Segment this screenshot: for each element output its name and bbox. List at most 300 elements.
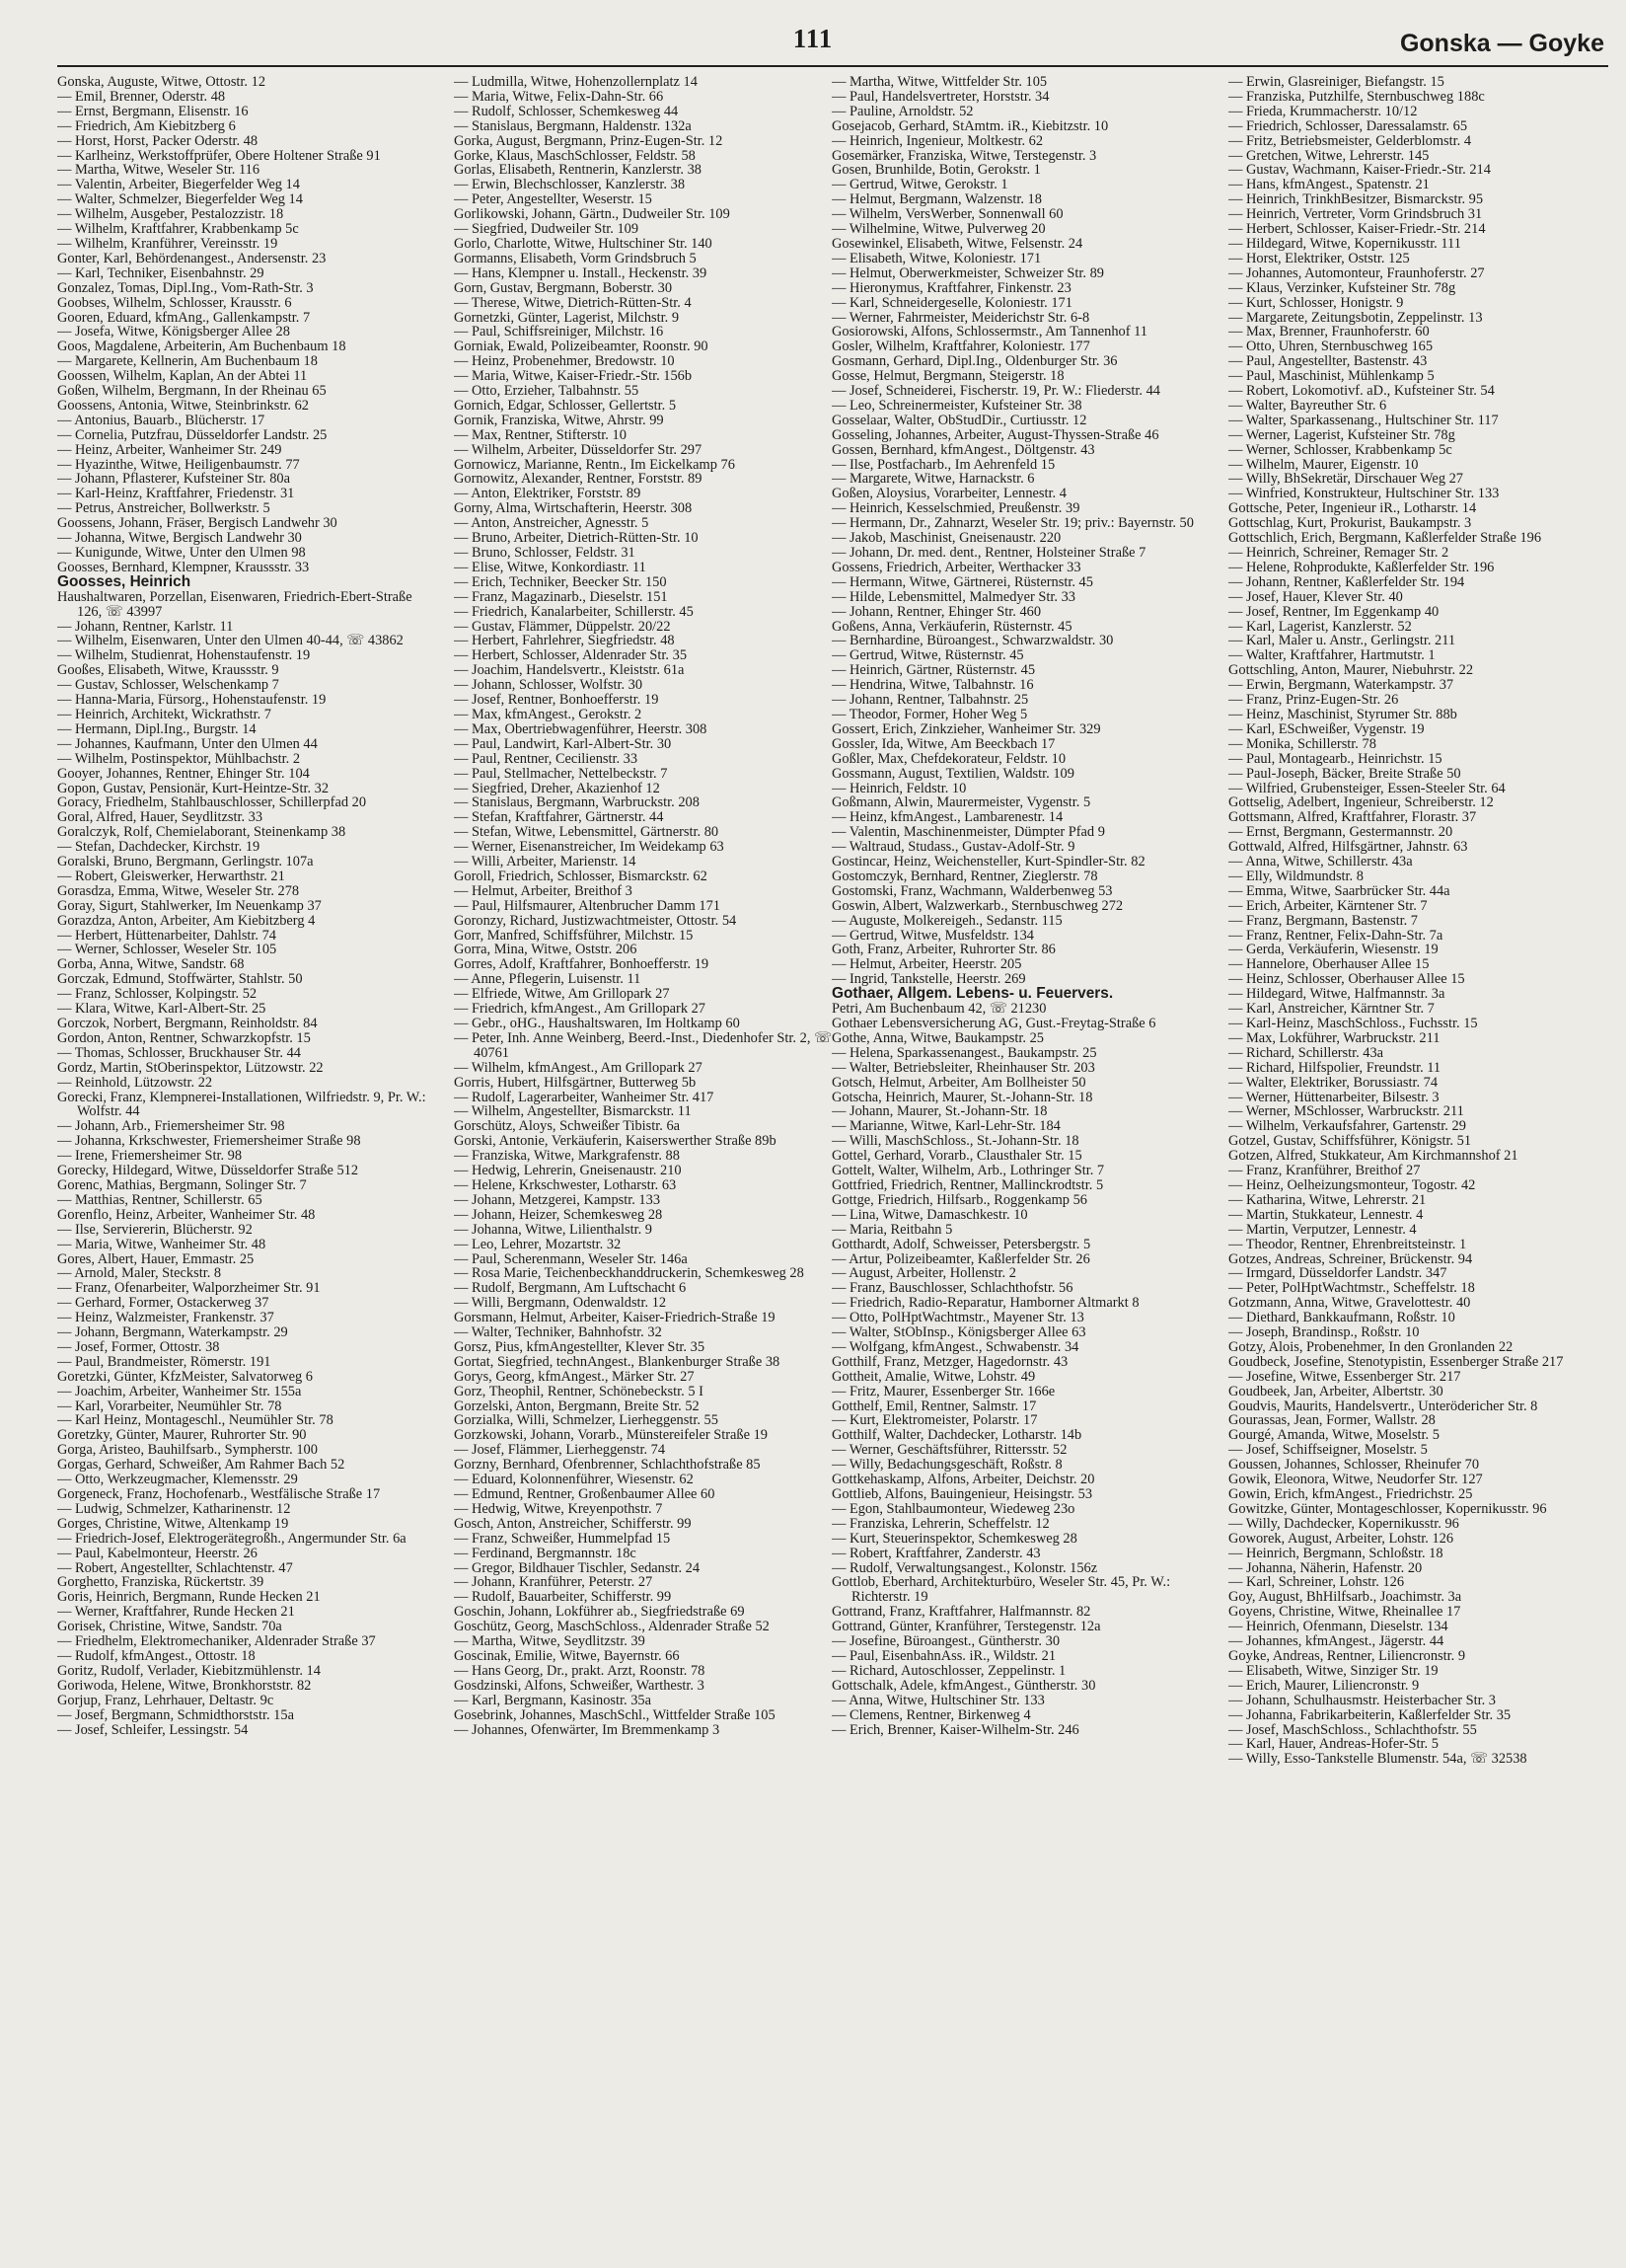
name-range-header: Gonska — Goyke	[1399, 30, 1604, 57]
directory-entry: — Maria, Witwe, Felix-Dahn-Str. 66	[454, 88, 664, 105]
directory-entry: Gostincar, Heinz, Weichensteller, Kurt-Spindler-Str. 82	[832, 854, 1146, 870]
directory-entry: — Franziska, Witwe, Markgrafenstr. 88	[454, 1148, 680, 1165]
directory-entry-heading: Goosses, Heinrich	[57, 572, 191, 590]
directory-entry: — Max, Brenner, Fraunhoferstr. 60	[1228, 324, 1430, 340]
directory-entry: — Erwin, Glasreiniger, Biefangstr. 15	[1228, 75, 1444, 90]
directory-entry: Goyens, Christine, Witwe, Rheinallee 17	[1228, 1604, 1461, 1621]
directory-entry: — Karl, ESchweißer, Vygenstr. 19	[1228, 720, 1425, 737]
directory-entry: — Josef, MaschSchloss., Schlachthofstr. 55	[1228, 1721, 1477, 1738]
directory-entry: — Erich, Techniker, Beecker Str. 150	[454, 573, 667, 590]
directory-entry: — Werner, Lagerist, Kufsteiner Str. 78g	[1228, 426, 1455, 443]
directory-entry: Gopon, Gustav, Pensionär, Kurt-Heintze-Str. 32	[57, 780, 330, 796]
directory-entry: — Hannelore, Oberhauser Allee 15	[1228, 956, 1430, 973]
directory-entry: Goscinak, Emilie, Witwe, Bayernstr. 66	[454, 1647, 680, 1664]
directory-entry: Gorke, Klaus, MaschSchlosser, Feldstr. 58	[454, 147, 696, 164]
directory-entry: — Ernst, Bergmann, Gestermannstr. 20	[1228, 824, 1453, 841]
directory-entry: — Bruno, Schlosser, Feldstr. 31	[454, 545, 635, 561]
directory-entry: Gorghetto, Franziska, Rückertstr. 39	[57, 1574, 264, 1591]
directory-entry: — Rudolf, kfmAngest., Ottostr. 18	[57, 1647, 256, 1664]
directory-entry: — Ilse, Serviererin, Blücherstr. 92	[57, 1221, 253, 1238]
directory-entry: Gotzel, Gustav, Schiffsführer, Königstr. 51	[1228, 1133, 1472, 1150]
directory-entry: Gorges, Christine, Witwe, Altenkamp 19	[57, 1515, 289, 1532]
directory-entry: — Monika, Schillerstr. 78	[1228, 735, 1376, 752]
directory-entry: — Johann, Rentner, Kaßlerfelder Str. 194	[1228, 573, 1465, 590]
directory-entry: Gorecky, Hildegard, Witwe, Düsseldorfer Straße 512	[57, 1163, 359, 1179]
directory-entry: Goworek, August, Arbeiter, Lohstr. 126	[1228, 1530, 1454, 1547]
directory-entry: — Paul, Rentner, Cecilienstr. 33	[454, 750, 638, 767]
directory-entry: Goray, Sigurt, Stahlwerker, Im Neuenkamp 37	[57, 897, 322, 914]
directory-entry: Gorschütz, Aloys, Schweißer Tibistr. 6a	[454, 1118, 681, 1135]
directory-entry: — Rosa Marie, Teichenbeckhanddruckerin, Schemkesweg 28	[454, 1265, 804, 1282]
directory-entry: — Emma, Witwe, Saarbrücker Str. 44a	[1228, 882, 1450, 899]
directory-entry: — Franz, Kranführer, Breithof 27	[1228, 1163, 1421, 1179]
directory-entry: — Irene, Friemersheimer Str. 98	[57, 1148, 243, 1165]
directory-entry: — Anne, Pflegerin, Luisenstr. 11	[454, 971, 641, 988]
directory-entry: — Heinz, kfmAngest., Lambarenestr. 14	[832, 809, 1064, 826]
directory-entry: — Johann, Schlosser, Wolfstr. 30	[454, 677, 643, 694]
directory-entry: — Heinz, Probenehmer, Bredowstr. 10	[454, 353, 675, 370]
directory-entry: — Paul, Handelsvertreter, Horststr. 34	[832, 88, 1050, 105]
directory-entry: — Heinz, Maschinist, Styrumer Str. 88b	[1228, 706, 1457, 722]
directory-entry: — Diethard, Bankkaufmann, Roßstr. 10	[1228, 1310, 1455, 1326]
directory-entry: — Werner, Schlosser, Weseler Str. 105	[57, 942, 277, 958]
directory-entry: Gottsche, Peter, Ingenieur iR., Lotharstr. 14	[1228, 500, 1477, 517]
directory-entry: — Margarete, Witwe, Harnackstr. 6	[832, 471, 1035, 488]
directory-entry: — Gregor, Bildhauer Tischler, Sedanstr. 24	[454, 1559, 701, 1576]
directory-entry: — Fritz, Maurer, Essenberger Str. 166e	[832, 1383, 1056, 1399]
directory-entry: Gosmann, Gerhard, Dipl.Ing., Oldenburger Str. 36	[832, 353, 1118, 370]
directory-entry: Gottsmann, Alfred, Kraftfahrer, Florastr. 37	[1228, 809, 1477, 826]
directory-entry: — Johann, Maurer, St.-Johann-Str. 18	[832, 1103, 1048, 1120]
directory-entry: — Karl, Schneidergeselle, Koloniestr. 171	[832, 294, 1072, 311]
directory-entry: Gorny, Alma, Wirtschafterin, Heerstr. 308	[454, 500, 693, 517]
directory-entry: — Josef, Former, Ottostr. 38	[57, 1338, 220, 1355]
directory-entry: — Gustav, Wachmann, Kaiser-Friedr.-Str. 214	[1228, 162, 1491, 179]
directory-entry: — Edmund, Rentner, Großenbaumer Allee 60	[454, 1486, 715, 1502]
directory-entry: — Gustav, Flämmer, Düppelstr. 20/22	[454, 618, 671, 635]
directory-entry: Goussen, Johannes, Schlosser, Rheinufer 70	[1228, 1457, 1480, 1474]
directory-entry: — Robert, Lokomotivf. aD., Kufsteiner Str. 54	[1228, 383, 1495, 400]
directory-entry: — Artur, Polizeibeamter, Kaßlerfelder Str. 26	[832, 1250, 1090, 1267]
directory-entry: Goßler, Max, Chefdekorateur, Feldstr. 10	[832, 750, 1067, 767]
directory-entry: — Franz, Schweißer, Hummelpfad 15	[454, 1530, 671, 1547]
directory-entry: — Friedrich, Schlosser, Daressalamstr. 65	[1228, 117, 1468, 134]
directory-entry: Gosen, Brunhilde, Botin, Gerokstr. 1	[832, 162, 1041, 179]
directory-entry: Gossen, Bernhard, kfmAngest., Döltgenstr. 43	[832, 441, 1095, 458]
directory-entry: — Walter, Sparkassenang., Hultschiner Str. 117	[1228, 412, 1499, 428]
directory-entry: Gotthilf, Walter, Dachdecker, Lotharstr. 14b	[832, 1427, 1082, 1444]
directory-entry: Goriwoda, Helene, Witwe, Bronkhorststr. 82	[57, 1677, 312, 1694]
directory-entry: — Paul, Kabelmonteur, Heerstr. 26	[57, 1545, 258, 1561]
directory-entry: Goracy, Friedhelm, Stahlbauschlosser, Schillerpfad 20	[57, 794, 367, 811]
directory-entry: — Horst, Elektriker, Oststr. 125	[1228, 250, 1410, 266]
directory-entry: Goossen, Wilhelm, Kaplan, An der Abtei 11	[57, 368, 308, 385]
directory-entry: Goth, Franz, Arbeiter, Ruhrorter Str. 86	[832, 942, 1056, 958]
directory-entry: — Heinz, Oelheizungsmonteur, Togostr. 42	[1228, 1176, 1476, 1193]
directory-entry: — Karl Heinz, Montageschl., Neumühler Str. 78	[57, 1412, 333, 1429]
directory-entry: — Wilhelm, Angestellter, Bismarckstr. 11	[454, 1103, 692, 1120]
directory-entry: — Heinz, Schlosser, Oberhauser Allee 15	[1228, 971, 1465, 988]
directory-entry: Gottselig, Adelbert, Ingenieur, Schreiberstr. 12	[1228, 794, 1494, 811]
directory-entry-heading: Gothaer, Allgem. Lebens- u. Feuervers.	[832, 985, 1114, 1003]
directory-entry: — Rudolf, Bauarbeiter, Schifferstr. 99	[454, 1589, 672, 1606]
directory-entry: — Robert, Gleiswerker, Herwarthstr. 21	[57, 868, 285, 884]
directory-entry: — Emil, Brenner, Oderstr. 48	[57, 88, 226, 105]
directory-entry: — Walter, Betriebsleiter, Rheinhauser Str. 203	[832, 1059, 1095, 1076]
directory-entry: — Rudolf, Verwaltungsangest., Kolonstr. 156z	[832, 1559, 1098, 1576]
directory-entry: — Richard, Schillerstr. 43a	[1228, 1044, 1384, 1061]
directory-entry: Goroll, Friedrich, Schlosser, Bismarckstr. 62	[454, 868, 707, 884]
directory-entry: Gotthilf, Franz, Metzger, Hagedornstr. 43	[832, 1353, 1069, 1370]
directory-entry: Gorlikowski, Johann, Gärtn., Dudweiler Str. 109	[454, 206, 730, 223]
directory-entry: — Karl, Bergmann, Kasinostr. 35a	[454, 1692, 651, 1708]
directory-entry: — Katharina, Witwe, Lehrerstr. 21	[1228, 1191, 1427, 1208]
directory-entry: — Stefan, Kraftfahrer, Gärtnerstr. 44	[454, 809, 664, 826]
directory-entry: — Franziska, Putzhilfe, Sternbuschweg 188c	[1228, 88, 1485, 105]
directory-entry: — Werner, Eisenanstreicher, Im Weidekamp 63	[454, 839, 724, 856]
directory-entry: — Heinrich, Ofenmann, Dieselstr. 134	[1228, 1619, 1448, 1635]
directory-entry: — Leo, Lehrer, Mozartstr. 32	[454, 1236, 622, 1252]
directory-entry: Gottelt, Walter, Wilhelm, Arb., Lothringer Str. 7	[832, 1163, 1105, 1179]
directory-entry: — Horst, Horst, Packer Oderstr. 48	[57, 132, 259, 149]
directory-entry: — Max, Obertriebwagenführer, Heerstr. 308	[454, 720, 707, 737]
directory-entry: — Johann, Rentner, Ehinger Str. 460	[832, 603, 1042, 620]
directory-entry: — Heinrich, Kesselschmied, Preußenstr. 39	[832, 500, 1080, 517]
directory-entry: — Wilhelm, Ausgeber, Pestalozzistr. 18	[57, 206, 284, 223]
directory-entry: — Josef, Rentner, Bonhoefferstr. 19	[454, 692, 659, 709]
directory-entry: Goswin, Albert, Walzwerkarb., Sternbuschweg 272	[832, 897, 1124, 914]
directory-entry: — Therese, Witwe, Dietrich-Rütten-Str. 4	[454, 294, 692, 311]
directory-entry: Gosemärker, Franziska, Witwe, Terstegenstr. 3	[832, 147, 1097, 164]
directory-entry: Gorra, Mina, Witwe, Oststr. 206	[454, 942, 637, 958]
directory-entry: Gosejacob, Gerhard, StAmtm. iR., Kiebitzstr. 10	[832, 117, 1109, 134]
directory-entry: Gostomczyk, Bernhard, Rentner, Zieglerstr. 78	[832, 868, 1098, 884]
directory-entry: — Peter, Inh. Anne Weinberg, Beerd.-Inst., Diedenhofer Str. 2, ☏ 40761	[454, 1029, 833, 1061]
directory-entry: — Maria, Witwe, Kaiser-Friedr.-Str. 156b	[454, 368, 693, 385]
directory-entry: — Johanna, Krkschwester, Friemersheimer Straße 98	[57, 1133, 361, 1150]
directory-entry: Gottel, Gerhard, Vorarb., Clausthaler Str. 15	[832, 1148, 1082, 1165]
directory-entry: Gossens, Friedrich, Arbeiter, Werthacker 33	[832, 559, 1081, 575]
directory-entry: Gornowicz, Marianne, Rentn., Im Eickelkamp 76	[454, 456, 735, 473]
column-2	[454, 75, 834, 2261]
directory-entry: Gores, Albert, Hauer, Emmastr. 25	[57, 1250, 255, 1267]
directory-entry: — Willy, BhSekretär, Dirschauer Weg 27	[1228, 471, 1464, 488]
directory-entry: — Johann, Kranführer, Peterstr. 27	[454, 1574, 653, 1591]
directory-entry: — Willy, Dachdecker, Kopernikusstr. 96	[1228, 1515, 1459, 1532]
directory-entry: Gowitzke, Günter, Montageschlosser, Kopernikusstr. 96	[1228, 1500, 1547, 1517]
directory-entry: — Helene, Rohprodukte, Kaßlerfelder Str. 196	[1228, 559, 1495, 575]
directory-entry: — Karl, Schreiner, Lohstr. 126	[1228, 1574, 1405, 1591]
directory-entry: Goos, Magdalene, Arbeiterin, Am Buchenbaum 18	[57, 339, 346, 355]
directory-entry: — Erwin, Blechschlosser, Kanzlerstr. 38	[454, 177, 686, 193]
directory-entry: Gosselaar, Walter, ObStudDir., Curtiusstr. 12	[832, 412, 1087, 428]
directory-entry: — Stefan, Dachdecker, Kirchstr. 19	[57, 839, 260, 856]
directory-entry: — Friedrich, Kanalarbeiter, Schillerstr. 45	[454, 603, 694, 620]
directory-entry: — Arnold, Maler, Steckstr. 8	[57, 1265, 222, 1282]
directory-entry: — Franz, Bauschlosser, Schlachthofstr. 56	[832, 1280, 1073, 1297]
directory-entry: — Wilhelm, Kraftfahrer, Krabbenkamp 5c	[57, 221, 299, 238]
directory-entry: — Ernst, Bergmann, Elisenstr. 16	[57, 103, 249, 119]
directory-entry: — Hildegard, Witwe, Kopernikusstr. 111	[1228, 235, 1461, 252]
directory-entry: — Johanna, Fabrikarbeiterin, Kaßlerfelder Str. 35	[1228, 1706, 1512, 1723]
directory-entry: — Pauline, Arnoldstr. 52	[832, 103, 974, 119]
directory-entry: — Klaus, Verzinker, Kufsteiner Str. 78g	[1228, 279, 1456, 296]
directory-entry: — Elfriede, Witwe, Am Grillopark 27	[454, 986, 670, 1003]
directory-entry: — Werner, Schlosser, Krabbenkamp 5c	[1228, 441, 1452, 458]
directory-entry: — Stefan, Witwe, Lebensmittel, Gärtnerstr. 80	[454, 824, 719, 841]
directory-entry: Gosiorowski, Alfons, Schlossermstr., Am Tannenhof 11	[832, 324, 1147, 340]
directory-entry: — Wilhelm, Verkaufsfahrer, Gartenstr. 29	[1228, 1118, 1466, 1135]
directory-entry: Gottlieb, Alfons, Bauingenieur, Heisingstr. 53	[832, 1486, 1093, 1502]
directory-entry: — Josefine, Büroangest., Güntherstr. 30	[832, 1633, 1061, 1650]
directory-entry: — Maria, Witwe, Wanheimer Str. 48	[57, 1236, 266, 1252]
directory-entry: Gorr, Manfred, Schiffsführer, Milchstr. 15	[454, 927, 694, 944]
directory-entry: Gottschlich, Erich, Bergmann, Kaßlerfelder Straße 196	[1228, 530, 1542, 547]
directory-entry: — Hilde, Lebensmittel, Malmedyer Str. 33	[832, 588, 1075, 605]
directory-entry: — Josef, Flämmer, Lierheggenstr. 74	[454, 1442, 666, 1459]
directory-entry: — Josef, Rentner, Im Eggenkamp 40	[1228, 603, 1440, 620]
directory-entry: — Max, Rentner, Stifterstr. 10	[454, 426, 627, 443]
directory-entry: — Max, kfmAngest., Gerokstr. 2	[454, 706, 642, 722]
directory-entry: Gorzkowski, Johann, Vorarb., Münstereifeler Straße 19	[454, 1427, 768, 1444]
directory-entry: Goy, August, BhHilfsarb., Joachimstr. 3a	[1228, 1589, 1462, 1606]
directory-entry: — Werner, Fahrmeister, Meiderichstr Str. 6-8	[832, 309, 1090, 326]
directory-entry: — Erwin, Bergmann, Waterkampstr. 37	[1228, 677, 1454, 694]
directory-entry: — Herbert, Fahrlehrer, Siegfriedstr. 48	[454, 633, 675, 649]
directory-entry: Gorczak, Edmund, Stoffwärter, Stahlstr. 50	[57, 971, 303, 988]
directory-entry: Goralski, Bruno, Bergmann, Gerlingstr. 107a	[57, 854, 314, 870]
header-rule	[57, 65, 1608, 67]
directory-entry: — Anna, Witwe, Hultschiner Str. 133	[832, 1692, 1045, 1708]
directory-entry: — Wilhelm, Arbeiter, Düsseldorfer Str. 297	[454, 441, 702, 458]
directory-entry: Gorka, August, Bergmann, Prinz-Eugen-Str. 12	[454, 132, 723, 149]
page-number: 111	[792, 24, 834, 53]
directory-entry: Gonzalez, Tomas, Dipl.Ing., Vom-Rath-Str. 3	[57, 279, 314, 296]
directory-entry: — Wilhelmine, Witwe, Pulverweg 20	[832, 221, 1046, 238]
directory-entry: — Helene, Krkschwester, Lotharstr. 63	[454, 1176, 677, 1193]
directory-entry: — Willy, Bedachungsgeschäft, Roßstr. 8	[832, 1457, 1063, 1474]
directory-entry: — Heinrich, Bergmann, Schloßstr. 18	[1228, 1545, 1443, 1561]
directory-entry: Goronzy, Richard, Justizwachtmeister, Ottostr. 54	[454, 912, 737, 929]
directory-entry: — Paul, EisenbahnAss. iR., Wildstr. 21	[832, 1647, 1057, 1664]
directory-entry: — Werner, Hüttenarbeiter, Bilsestr. 3	[1228, 1089, 1440, 1105]
directory-entry: Gorsz, Pius, kfmAngestellter, Klever Str. 35	[454, 1338, 705, 1355]
directory-entry: — Kurt, Elektromeister, Polarstr. 17	[832, 1412, 1038, 1429]
directory-entry: Gortat, Siegfried, technAngest., Blankenburger Straße 38	[454, 1353, 780, 1370]
directory-entry: — Martin, Verputzer, Lennestr. 4	[1228, 1221, 1417, 1238]
directory-entry: Gorn, Gustav, Bergmann, Boberstr. 30	[454, 279, 673, 296]
directory-entry: — Richard, Hilfspolier, Freundstr. 11	[1228, 1059, 1441, 1076]
directory-entry: — Hermann, Dr., Zahnarzt, Weseler Str. 19; priv.: Bayernstr. 50	[832, 515, 1194, 532]
directory-entry: — Walter, Techniker, Bahnhofstr. 32	[454, 1324, 662, 1341]
directory-entry: — Martha, Witwe, Seydlitzstr. 39	[454, 1633, 645, 1650]
directory-entry: Gotzmann, Anna, Witwe, Gravelottestr. 40	[1228, 1295, 1471, 1312]
directory-entry: Goris, Heinrich, Bergmann, Runde Hecken 21	[57, 1589, 321, 1606]
directory-entry: Gorecki, Franz, Klempnerei-Installationen, Wilfriedstr. 9, Pr. W.: Wolfstr. 44	[57, 1089, 426, 1120]
directory-entry: — Paul, Maschinist, Mühlenkamp 5	[1228, 368, 1435, 385]
directory-entry: Gotsch, Helmut, Arbeiter, Am Bollheister 50	[832, 1074, 1086, 1091]
directory-entry: — Friedrich-Josef, Elektrogerätegroßh., Angermunder Str. 6a	[57, 1530, 406, 1547]
directory-entry: — Richard, Autoschlosser, Zeppelinstr. 1	[832, 1662, 1067, 1679]
directory-entry: — Joachim, Arbeiter, Wanheimer Str. 155a	[57, 1383, 302, 1399]
directory-entry: — Willi, MaschSchloss., St.-Johann-Str. 18	[832, 1133, 1079, 1150]
directory-entry: — Antonius, Bauarb., Blücherstr. 17	[57, 412, 265, 428]
directory-entry: — Johann, Dr. med. dent., Rentner, Holsteiner Straße 7	[832, 545, 1146, 561]
directory-entry: — Kurt, Schlosser, Honigstr. 9	[1228, 294, 1404, 311]
directory-entry: — Helmut, Arbeiter, Breithof 3	[454, 882, 632, 899]
directory-entry: — Martha, Witwe, Weseler Str. 116	[57, 162, 260, 179]
directory-entry: Gourgé, Amanda, Witwe, Moselstr. 5	[1228, 1427, 1440, 1444]
directory-entry: Gorenc, Mathias, Bergmann, Solinger Str. 7	[57, 1176, 307, 1193]
directory-entry: Gotthardt, Adolf, Schweisser, Petersbergstr. 5	[832, 1236, 1091, 1252]
directory-entry: — Peter, PolHptWachtmstr., Scheffelstr. 18	[1228, 1280, 1475, 1297]
directory-entry: — Walter, Kraftfahrer, Hartmutstr. 1	[1228, 647, 1436, 664]
directory-entry: — Elisabeth, Witwe, Sinziger Str. 19	[1228, 1662, 1439, 1679]
directory-entry: Gorazdza, Anton, Arbeiter, Am Kiebitzberg 4	[57, 912, 316, 929]
column-4	[1228, 75, 1608, 2261]
directory-entry: — Hedwig, Witwe, Kreyenpothstr. 7	[454, 1500, 663, 1517]
directory-entry: — Hans, Klempner u. Install., Heckenstr. 39	[454, 265, 707, 281]
directory-entry: — Siegfried, Dudweiler Str. 109	[454, 221, 639, 238]
directory-entry: — Franziska, Lehrerin, Scheffelstr. 12	[832, 1515, 1050, 1532]
directory-entry: — Wilhelm, Studienrat, Hohenstaufenstr. 19	[57, 647, 311, 664]
directory-entry: — Wolfgang, kfmAngest., Schwabenstr. 34	[832, 1338, 1079, 1355]
directory-entry: Gottwald, Alfred, Hilfsgärtner, Jahnstr. 63	[1228, 839, 1468, 856]
directory-entry: — Hanna-Maria, Fürsorg., Hohenstaufenstr. 19	[57, 692, 327, 709]
directory-entry: — Paul, Brandmeister, Römerstr. 191	[57, 1353, 271, 1370]
directory-entry: — Karl, Hauer, Andreas-Hofer-Str. 5	[1228, 1736, 1439, 1753]
directory-entry: Gorlas, Elisabeth, Rentnerin, Kanzlerstr. 38	[454, 162, 702, 179]
directory-entry: Gossmann, August, Textilien, Waldstr. 109	[832, 765, 1074, 782]
directory-entry: Gorenflo, Heinz, Arbeiter, Wanheimer Str. 48	[57, 1206, 316, 1223]
directory-entry: Gornetzki, Günter, Lagerist, Milchstr. 9	[454, 309, 680, 326]
directory-entry: — Friedhelm, Elektromechaniker, Aldenrader Straße 37	[57, 1633, 376, 1650]
directory-entry: Gotzy, Alois, Probenehmer, In den Gronlanden 22	[1228, 1338, 1514, 1355]
directory-entry: — Friedrich, kfmAngest., Am Grillopark 27	[454, 1001, 705, 1018]
directory-entry: — Fritz, Betriebsmeister, Gelderblomstr. 4	[1228, 132, 1472, 149]
directory-entry: — Stanislaus, Bergmann, Haldenstr. 132a	[454, 117, 692, 134]
directory-entry: — Wilhelm, kfmAngest., Am Grillopark 27	[454, 1059, 702, 1076]
directory-entry: Gowin, Erich, kfmAngest., Friedrichstr. 25	[1228, 1486, 1473, 1502]
directory-entry: Gorgas, Gerhard, Schweißer, Am Rahmer Bach 52	[57, 1457, 345, 1474]
directory-entry: — Siegfried, Dreher, Akazienhof 12	[454, 780, 660, 796]
directory-entry: — Johannes, Kaufmann, Unter den Ulmen 44	[57, 735, 318, 752]
directory-entry: — Johanna, Witwe, Bergisch Landwehr 30	[57, 530, 302, 547]
directory-entry: Goyke, Andreas, Rentner, Liliencronstr. 9	[1228, 1647, 1466, 1664]
directory-entry: — Peter, Angestellter, Weserstr. 15	[454, 191, 652, 208]
directory-entry: Gottschlag, Kurt, Prokurist, Baukampstr. 3	[1228, 515, 1472, 532]
directory-entry: Gorzelski, Anton, Bergmann, Breite Str. 52	[454, 1398, 700, 1414]
directory-entry: — Theodor, Former, Hoher Weg 5	[832, 706, 1028, 722]
directory-entry: — Karl, Maler u. Anstr., Gerlingstr. 211	[1228, 633, 1456, 649]
directory-entry: Gornich, Edgar, Schlosser, Gellertstr. 5	[454, 397, 677, 414]
directory-entry: — Werner, Kraftfahrer, Runde Hecken 21	[57, 1604, 295, 1621]
directory-entry: — Johann, Rentner, Talbahnstr. 25	[832, 692, 1029, 709]
directory-entry: — Klara, Witwe, Karl-Albert-Str. 25	[57, 1001, 266, 1018]
directory-entry: — Gertrud, Witwe, Gerokstr. 1	[832, 177, 1008, 193]
directory-entry: — Jakob, Maschinist, Gneisenaustr. 220	[832, 530, 1062, 547]
directory-entry: — Martha, Witwe, Wittfelder Str. 105	[832, 75, 1048, 90]
directory-entry: Gosler, Wilhelm, Kraftfahrer, Koloniestr. 177	[832, 339, 1090, 355]
directory-entry: — Stanislaus, Bergmann, Warbruckstr. 208	[454, 794, 700, 811]
directory-entry: Gorga, Aristeo, Bauhilfsarb., Sympherstr. 100	[57, 1442, 318, 1459]
directory-entry: — Heinrich, Architekt, Wickrathstr. 7	[57, 706, 271, 722]
directory-entry: — Johann, Arb., Friemersheimer Str. 98	[57, 1118, 285, 1135]
directory-entry: — Willi, Bergmann, Odenwaldstr. 12	[454, 1295, 667, 1312]
directory-entry: — Josefine, Witwe, Essenberger Str. 217	[1228, 1368, 1461, 1385]
directory-entry: — Lina, Witwe, Damaschkestr. 10	[832, 1206, 1028, 1223]
directory-entry: — Heinrich, Gärtner, Rüsternstr. 45	[832, 662, 1036, 679]
directory-entry: — Winfried, Konstrukteur, Hultschiner Str. 133	[1228, 486, 1500, 502]
directory-entry: — Helmut, Oberwerkmeister, Schweizer Str. 89	[832, 265, 1104, 281]
directory-entry: — Theodor, Rentner, Ehrenbreitsteinstr. 1	[1228, 1236, 1467, 1252]
directory-entry: Gorris, Hubert, Hilfsgärtner, Butterweg 5b	[454, 1074, 697, 1091]
directory-entry: Haushaltwaren, Porzellan, Eisenwaren, Friedrich-Ebert-Straße 126, ☏ 43997	[57, 588, 412, 620]
directory-entry: — Wilhelm, Eisenwaren, Unter den Ulmen 40-44, ☏ 43862	[57, 633, 404, 649]
directory-entry: — Otto, PolHptWachtmstr., Mayener Str. 13	[832, 1310, 1084, 1326]
directory-entry: — Walter, StObInsp., Königsberger Allee 63	[832, 1324, 1086, 1341]
directory-entry: — Josefa, Witwe, Königsberger Allee 28	[57, 324, 290, 340]
directory-entry: — Elise, Witwe, Konkordiastr. 11	[454, 559, 646, 575]
directory-entry: Gottkehaskamp, Alfons, Arbeiter, Deichstr. 20	[832, 1472, 1095, 1488]
directory-entry: — Franz, Prinz-Eugen-Str. 26	[1228, 692, 1399, 709]
directory-entry: — Johann, Pflasterer, Kufsteiner Str. 80a	[57, 471, 291, 488]
directory-entry: Gosseling, Johannes, Arbeiter, August-Thyssen-Straße 46	[832, 426, 1159, 443]
directory-entry: — Erich, Brenner, Kaiser-Wilhelm-Str. 246	[832, 1721, 1079, 1738]
directory-entry: — August, Arbeiter, Hollenstr. 2	[832, 1265, 1016, 1282]
directory-entry: Gostomski, Franz, Wachmann, Walderbenweg 53	[832, 882, 1113, 899]
directory-entry: — Josef, Schneiderei, Fischerstr. 19, Pr. W.: Fliederstr. 44	[832, 383, 1160, 400]
directory-entry: — Margarete, Kellnerin, Am Buchenbaum 18	[57, 353, 318, 370]
directory-entry: — Karl, Vorarbeiter, Neumühler Str. 78	[57, 1398, 282, 1414]
directory-entry: — Erich, Arbeiter, Kärntener Str. 7	[1228, 897, 1428, 914]
directory-entry: Gorasdza, Emma, Witwe, Weseler Str. 278	[57, 882, 300, 899]
directory-entry: Gottschling, Anton, Maurer, Niebuhrstr. 22	[1228, 662, 1474, 679]
directory-entry: Gosdzinski, Alfons, Schweißer, Warthestr. 3	[454, 1677, 704, 1694]
directory-entry: — Frieda, Krummacherstr. 10/12	[1228, 103, 1418, 119]
directory-entry: Gorczok, Norbert, Bergmann, Reinholdstr. 84	[57, 1016, 318, 1031]
directory-entry: Goschin, Johann, Lokführer ab., Siegfriedstraße 69	[454, 1604, 745, 1621]
directory-entry: — Franz, Bergmann, Bastenstr. 7	[1228, 912, 1418, 929]
directory-entry: — Ferdinand, Bergmannstr. 18c	[454, 1545, 636, 1561]
directory-entry: — Clemens, Rentner, Birkenweg 4	[832, 1706, 1031, 1723]
directory-entry: — Heinz, Arbeiter, Wanheimer Str. 249	[57, 441, 282, 458]
directory-entry: Gothe, Anna, Witwe, Baukampstr. 25	[832, 1029, 1044, 1046]
directory-entry: — Rudolf, Bergmann, Am Luftschacht 6	[454, 1280, 687, 1297]
directory-entry: Gorjup, Franz, Lehrhauer, Deltastr. 9c	[57, 1692, 274, 1708]
directory-entry: — Otto, Erzieher, Talbahnstr. 55	[454, 383, 639, 400]
directory-entry: — Gebr., oHG., Haushaltswaren, Im Holtkamp 60	[454, 1016, 740, 1031]
directory-entry: — Auguste, Molkereigeh., Sedanstr. 115	[832, 912, 1063, 929]
directory-entry: — Herbert, Schlosser, Kaiser-Friedr.-Str. 214	[1228, 221, 1486, 238]
directory-entry: Gonter, Karl, Behördenangest., Andersenstr. 23	[57, 250, 327, 266]
directory-entry: — Matthias, Rentner, Schillerstr. 65	[57, 1191, 262, 1208]
directory-entry: Gornowitz, Alexander, Rentner, Forststr. 89	[454, 471, 702, 488]
directory-entry: — Johann, Bergmann, Waterkampstr. 29	[57, 1324, 288, 1341]
directory-entry: — Josef, Bergmann, Schmidthorststr. 15a	[57, 1706, 294, 1723]
directory-entry: Gossert, Erich, Zinkzieher, Wanheimer Str. 329	[832, 720, 1101, 737]
directory-entry: — Johannes, Automonteur, Fraunhoferstr. 27	[1228, 265, 1485, 281]
directory-entry: — Ilse, Postfacharb., Im Aehrenfeld 15	[832, 456, 1056, 473]
directory-entry: — Franz, Magazinarb., Dieselstr. 151	[454, 588, 668, 605]
directory-entry: — Wilhelm, Postinspektor, Mühlbachstr. 2	[57, 750, 301, 767]
directory-entry: — Karl, Anstreicher, Kärntner Str. 7	[1228, 1001, 1435, 1018]
directory-entry: — Eduard, Kolonnenführer, Wiesenstr. 62	[454, 1472, 694, 1488]
directory-entry: — Paul, Angestellter, Bastenstr. 43	[1228, 353, 1428, 370]
directory-entry: Gotzen, Alfred, Stukkateur, Am Kirchmannshof 21	[1228, 1148, 1518, 1165]
directory-entry: Goßens, Anna, Verkäuferin, Rüsternstr. 45	[832, 618, 1072, 635]
directory-entry: — Karlheinz, Werkstoffprüfer, Obere Holtener Straße 91	[57, 147, 381, 164]
